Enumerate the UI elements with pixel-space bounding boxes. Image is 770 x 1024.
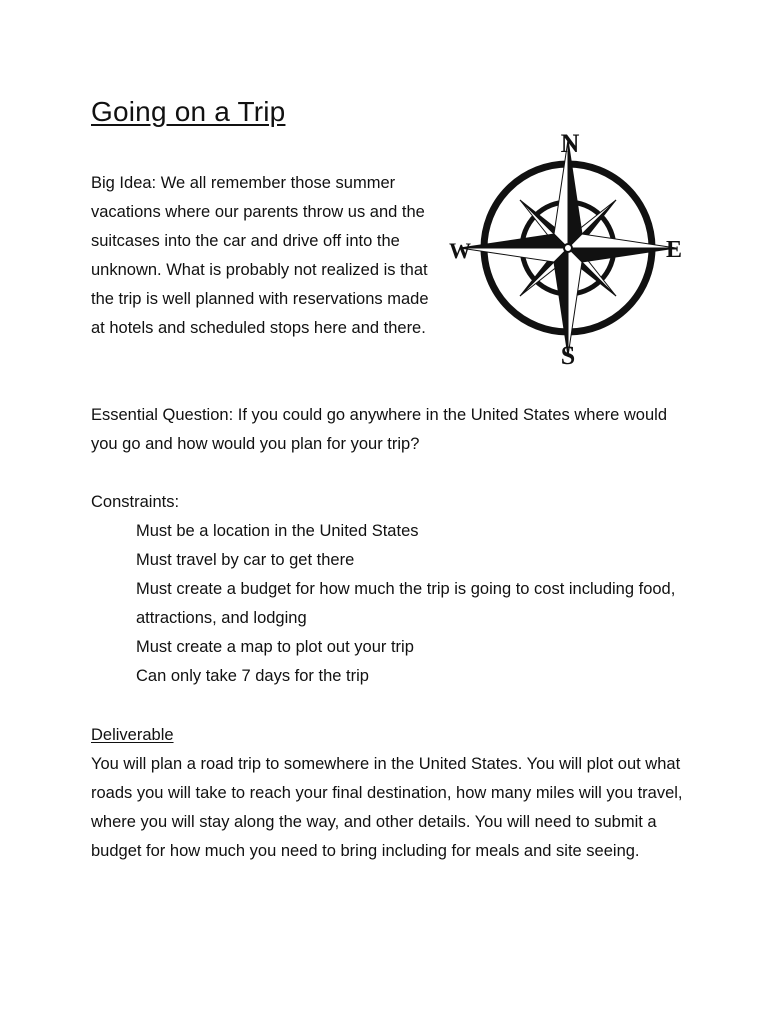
constraint-item: Must create a map to plot out your trip [136, 638, 414, 656]
page-title: Going on a Trip [91, 96, 286, 127]
constraints-heading: Constraints: [91, 493, 180, 511]
compass-east-label: E [665, 237, 683, 263]
constraints-list [91, 517, 691, 691]
compass-west-label: W [449, 238, 471, 263]
compass-south-label: S [560, 341, 576, 370]
constraint-item: Must create a budget for how much the trip is going to cost including food, attractions, and lodging [136, 580, 676, 627]
big-idea-paragraph: Big Idea: We all remember those summer vacations where our parents throw us and the suitcases into the car and drive off into the unknown. What is probably not realized is that the trip is well planned with reservations made at hotels and scheduled stops here and there. [91, 174, 429, 337]
compass-rose-icon [446, 130, 686, 370]
constraints-section [91, 488, 691, 691]
deliverable-section [91, 721, 691, 866]
essential-question-paragraph: Essential Question: If you could go anywhere in the United States where would you go and how would you plan for your trip? [91, 406, 668, 453]
constraint-item: Must be a location in the United States [136, 522, 419, 540]
deliverable-body: You will plan a road trip to somewhere in the United States. You will plot out what roads you will take to reach your final destination, how many miles will you travel, where you will stay along the way, and other details. You will need to submit a budget for how much you need to bring including for meals and site seeing. [91, 755, 683, 860]
deliverable-heading: Deliverable [91, 726, 174, 744]
constraint-item: Can only take 7 days for the trip [136, 667, 369, 685]
compass-north-label: N [560, 130, 580, 158]
constraint-item: Must travel by car to get there [136, 551, 355, 569]
